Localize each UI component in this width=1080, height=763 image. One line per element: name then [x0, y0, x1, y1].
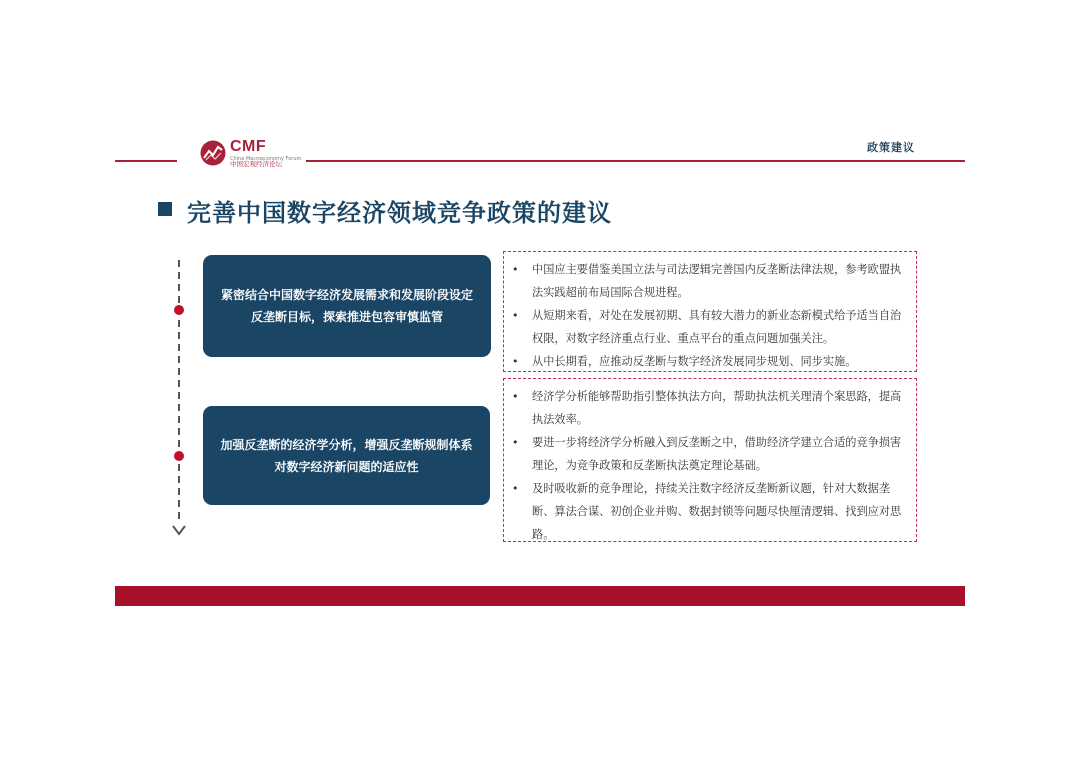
arrow-down-icon — [173, 526, 185, 534]
section-1-bullet-3: • 从中长期看，应推动反垄断与数字经济发展同步规划、同步实施。 — [510, 350, 906, 373]
section-1-heading-box — [203, 255, 491, 357]
section-1-heading-line-1: 紧密结合中国数字经济发展需求和发展阶段设定 — [220, 288, 473, 302]
section-1-bullet-1: • 中国应主要借鉴美国立法与司法逻辑完善国内反垄断法律法规，参考欧盟执法实践超前布局国际合规进程。 — [510, 258, 906, 304]
cmf-logo — [200, 138, 300, 168]
timeline-arrow — [170, 258, 188, 540]
cmf-logo-icon — [200, 140, 226, 166]
title-square-icon — [158, 202, 172, 216]
section-label: 政策建议 — [867, 141, 915, 154]
section-2-bullet-1: • 经济学分析能够帮助指引整体执法方向，帮助执法机关理清个案思路，提高执法效率。 — [510, 385, 906, 431]
logo-subtitle: China Macroeconomy Forum — [230, 156, 302, 162]
footer-bar — [115, 586, 965, 606]
section-2-heading-line-1: 加强反垄断的经济学分析，增强反垄断规制体系 — [220, 437, 473, 452]
section-2-heading-line-2: 对数字经济新问题的适应性 — [274, 459, 419, 474]
section-2-bullet-3: • 及时吸收新的竞争理论，持续关注数字经济反垄断新议题，针对大数据垄断、算法合谋、初创企业并购、数据封锁等问题尽快厘清逻辑、找到应对思路。 — [510, 477, 906, 546]
section-2-heading-box — [203, 406, 490, 505]
page-title: 完善中国数字经济领域竞争政策的建议 — [187, 199, 612, 227]
logo-wordmark: CMF — [230, 138, 267, 155]
timeline-dot-2 — [174, 451, 184, 461]
header-rule-right — [306, 160, 965, 162]
timeline-dot-1 — [174, 305, 184, 315]
section-1-bullets-box — [503, 251, 917, 372]
logo-chinese-name: 中国宏观经济论坛 — [230, 160, 282, 168]
header-rule-left — [115, 160, 177, 162]
section-1-heading-line-2: 反垄断目标，探索推进包容审慎监管 — [250, 310, 443, 324]
section-2-bullet-2: • 要进一步将经济学分析融入到反垄断之中，借助经济学建立合适的竞争损害理论，为竞争政策和反垄断执法奠定理论基础。 — [510, 431, 906, 477]
section-1-bullet-2: • 从短期来看，对处在发展初期、具有较大潜力的新业态新模式给予适当自治权限，对数字经济重点行业、重点平台的重点问题加强关注。 — [510, 304, 906, 350]
section-2-bullets-box — [503, 378, 917, 542]
